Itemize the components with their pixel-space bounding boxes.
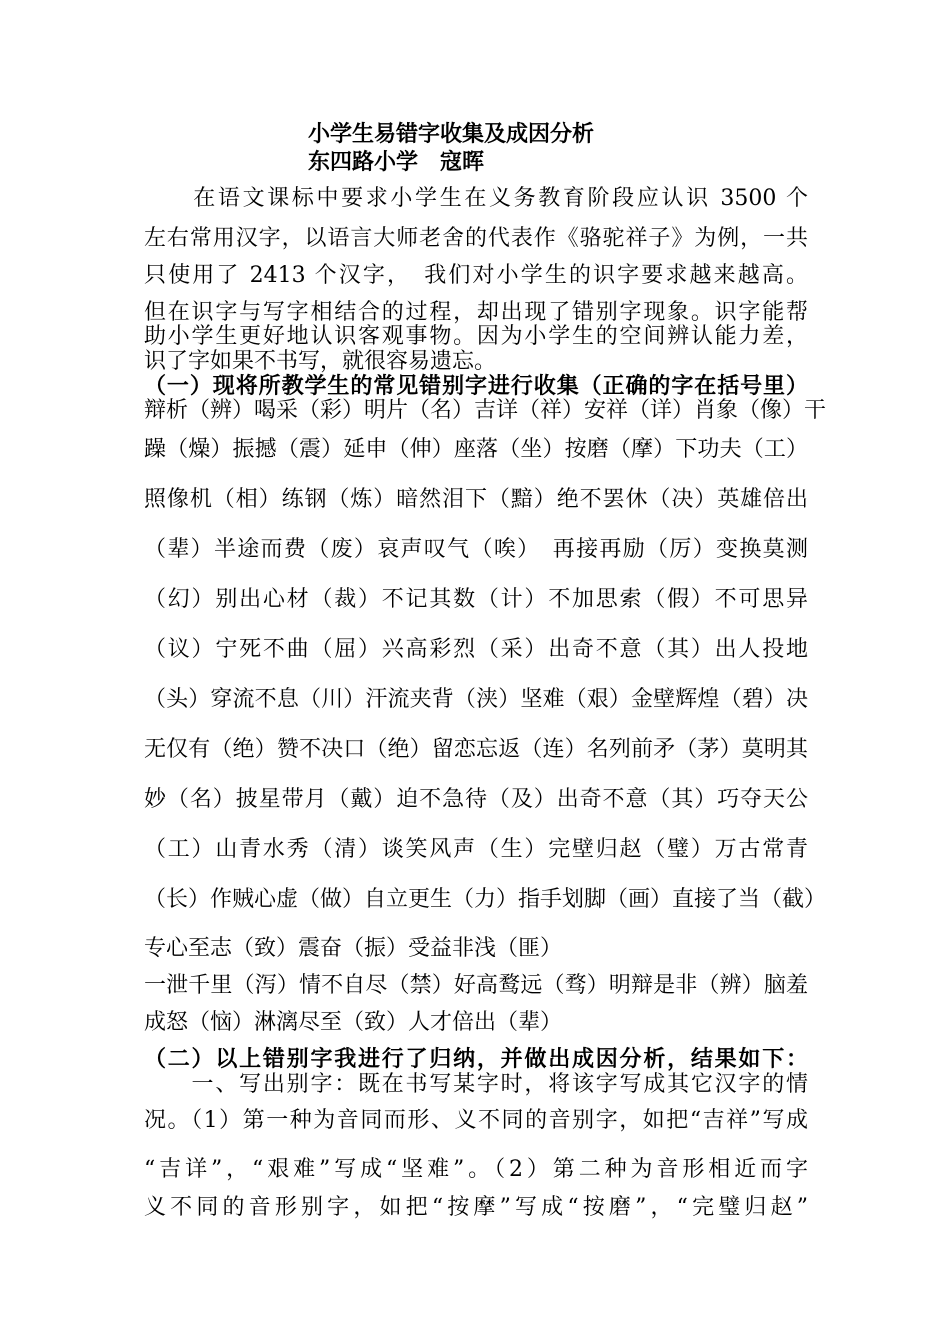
body-line: 况。（1）第一种为音同而形、义不同的音别字，如把“吉祥”写成 bbox=[144, 1108, 808, 1133]
typo-list-line: 妙（名）披星带月（戴）迫不急待（及）出奇不意（其）巧夺天公 bbox=[144, 787, 808, 812]
body-line: 但在识字与写字相结合的过程，却出现了错别字现象。识字能帮 bbox=[144, 300, 808, 325]
typo-list-line: 成怒（恼）淋漓尽至（致）人才倍出（辈） bbox=[144, 1010, 563, 1035]
body-line: 只使用了 2413 个汉字， 我们对小学生的识字要求越来越高。 bbox=[144, 263, 808, 288]
typo-list-line: （长）作贼心虚（做）自立更生（力）指手划脚（画）直接了当（截） bbox=[144, 887, 827, 912]
typo-list-line: （辈）半途而费（废）哀声叹气（唉） 再接再励（厉）变换莫测 bbox=[144, 537, 808, 562]
typo-list-line: 一泄千里（泻）情不自尽（禁）好高鹜远（骛）明辩是非（辨）脑羞 bbox=[144, 973, 808, 998]
body-line: “吉详”，“艰难”写成“坚难”。（2）第二种为音形相近而字 bbox=[144, 1157, 808, 1182]
body-line: 义不同的音形别字，如把“按摩”写成“按磨”，“完璧归赵” bbox=[144, 1195, 808, 1220]
typo-list-line: （议）宁死不曲（屈）兴高彩烈（采）出奇不意（其）出人投地 bbox=[144, 637, 808, 662]
body-line: 一、写出别字：既在书写某字时，将该字写成其它汉字的情 bbox=[144, 1072, 808, 1097]
body-line: 左右常用汉字，以语言大师老舍的代表作《骆驼祥子》为例，一共 bbox=[144, 226, 808, 251]
typo-list-line: （幻）别出心材（裁）不记其数（计）不加思索（假）不可思异 bbox=[144, 587, 808, 612]
typo-list-line: （头）穿流不息（川）汗流夹背（浃）坚难（艰）金壁辉煌（碧）决 bbox=[144, 687, 808, 712]
typo-list-line: 无仅有（绝）赞不决口（绝）留恋忘返（连）名列前矛（茅）莫明其 bbox=[144, 737, 808, 762]
document-title: 小学生易错字收集及成因分析 bbox=[308, 121, 595, 147]
section-heading-1: （一）现将所教学生的常见错别字进行收集（正确的字在括号里） bbox=[144, 373, 808, 399]
body-line: 识了字如果不书写，就很容易遗忘。 bbox=[144, 349, 497, 374]
document-author: 东四路小学 寇晖 bbox=[308, 149, 485, 175]
section-heading-2: （二）以上错别字我进行了归纳，并做出成因分析，结果如下： bbox=[144, 1046, 808, 1072]
body-line: 在语文课标中要求小学生在义务教育阶段应认识 3500 个 bbox=[144, 186, 808, 211]
typo-list-line: 躁（燥）振撼（震）延申（伸）座落（坐）按磨（摩）下功夫（工） bbox=[144, 437, 808, 462]
typo-list-line: 辩析（辨）喝采（彩）明片（名）吉详（祥）安祥（详）肖象（像）干 bbox=[144, 398, 827, 423]
typo-list-line: （工）山青水秀（清）谈笑风声（生）完壁归赵（璧）万古常青 bbox=[144, 837, 808, 862]
typo-list-line: 专心至志（致）震奋（振）受益非浅（匪） bbox=[144, 936, 563, 961]
typo-list-line: 照像机（相）练钢（炼）暗然泪下（黯）绝不罢休（决）英雄倍出 bbox=[144, 487, 808, 512]
body-line: 助小学生更好地认识客观事物。因为小学生的空间辨认能力差， bbox=[144, 324, 808, 349]
